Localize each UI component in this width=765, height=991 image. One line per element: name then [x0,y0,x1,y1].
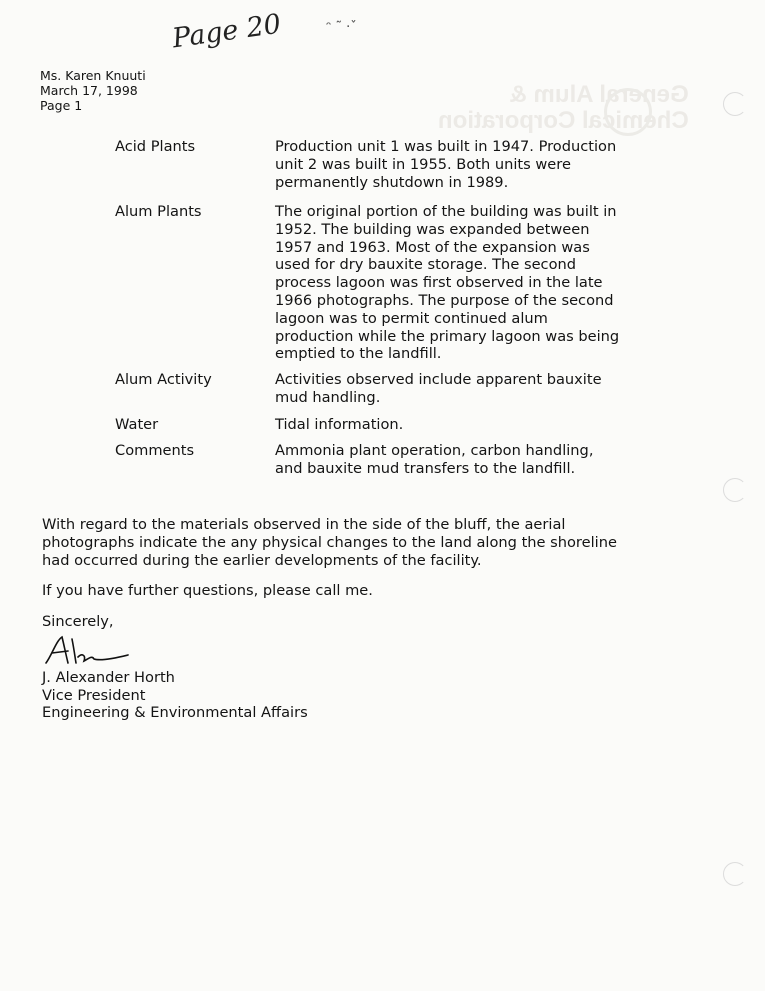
row-description: Tidal information. [275,416,404,433]
letter-date: March 17, 1998 [40,83,138,98]
handwritten-signature [42,633,162,669]
recipient-name: Ms. Karen Knuuti [40,68,146,83]
letter-header [40,68,146,113]
row-term: Comments [115,442,195,459]
row-description: The original portion of the building was built in 1952. The building was expanded between 1957 and 1963. Most of the expansion was used for dry bauxite storage. The second process lagoon was first observed in the late 1966 photographs. The purpose of the second lagoon was to permit continued alum production while the primary lagoon was being emptied to the landfill. [275,203,620,363]
signer-department: Engineering & Environmental Affairs [42,704,308,722]
row-term: Alum Activity [115,371,212,388]
row-term: Water [115,416,159,433]
closing-salutation: Sincerely, [42,613,114,630]
page-number: Page 1 [40,98,83,113]
signer-title: Vice President [42,686,146,704]
punch-hole [723,862,747,886]
signature-block [42,613,308,722]
body-paragraph: With regard to the materials observed in the side of the bluff, the aerial photographs indicate the any physical changes to the land along the shoreline had occurred during the earlier developments of the facility. [42,516,617,569]
bleed-through-letterhead: General Alum & Chemical Corporation [438,81,689,134]
bleed-through-logo [604,88,652,136]
row-description: Activities observed include apparent bauxite mud handling. [275,371,602,406]
handwritten-page-note: Page 20 [170,8,283,55]
signer-name: J. Alexander Horth [42,668,175,686]
row-description: Production unit 1 was built in 1947. Production unit 2 was built in 1955. Both units were permanently shutdown in 1989. [275,138,617,191]
row-term: Alum Plants [115,203,202,220]
row-term: Acid Plants [115,138,196,155]
row-description: Ammonia plant operation, carbon handling, and bauxite mud transfers to the landfill. [275,442,594,477]
handwritten-scribble: ᵔ ˜ ·ˇ [326,20,357,35]
punch-hole [723,478,747,502]
body-paragraph: If you have further questions, please call me. [42,582,373,599]
punch-hole [723,92,747,116]
